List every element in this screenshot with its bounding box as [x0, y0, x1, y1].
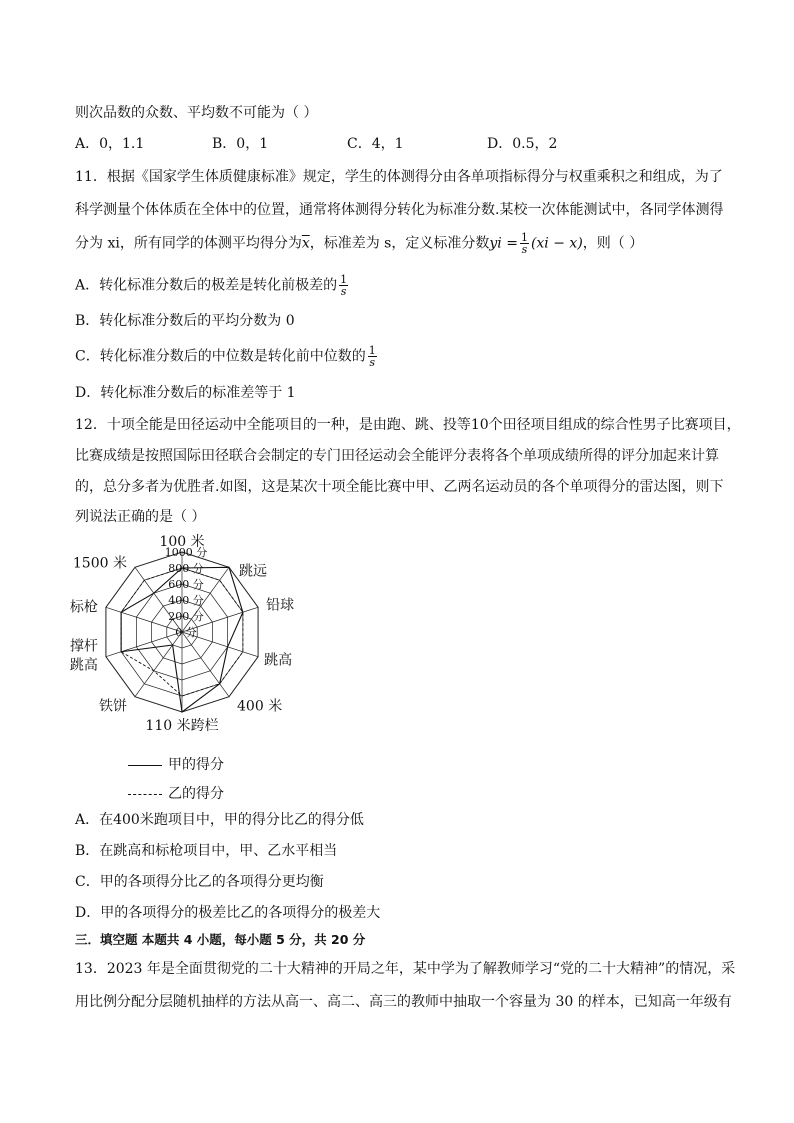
- legend-solid-line: [128, 765, 162, 766]
- category-label: 标枪: [69, 599, 98, 616]
- category-label: 撑杆: [69, 638, 98, 655]
- q12-option-c: C．甲的各项得分比乙的各项得分更均衡: [75, 874, 324, 890]
- category-label: 400 米: [237, 698, 283, 715]
- tick-label: 0 分: [175, 626, 197, 639]
- q12-option-b: B．在跳高和标枪项目中，甲、乙水平相当: [75, 843, 338, 859]
- category-label: 1500 米: [72, 555, 127, 572]
- fraction-denominator: s: [521, 243, 528, 256]
- category-label: 铁饼: [98, 698, 127, 715]
- legend-item-jia: [128, 754, 224, 774]
- q13-line-1: 13．2023 年是全面贯彻党的二十大精神的开局之年，某中学为了解教师学习“党的二十大精神”的情况，采: [75, 961, 736, 977]
- tick-label: 400 分: [168, 594, 204, 607]
- q11-option-c: [75, 345, 379, 368]
- q11-option-a-text: A．转化标准分数后的极差是转化前极差的: [75, 277, 338, 294]
- q10-options: [75, 133, 735, 153]
- category-label: 跳高: [264, 652, 293, 669]
- q11-line-3-c: ，则（ ）: [582, 235, 644, 252]
- legend-dashed-line: [128, 794, 162, 795]
- q11-line-3-b: ，标准差为 s，定义标准分数: [309, 235, 490, 252]
- category-label: 铅球: [266, 597, 295, 614]
- legend-label-yi: 乙的得分: [168, 786, 224, 802]
- tick-label: 600 分: [168, 578, 204, 591]
- xbar-symbol: $\overline{x}$: [301, 235, 310, 252]
- q11-line-3: [75, 232, 643, 255]
- category-label: 跳远: [239, 563, 268, 580]
- q12-option-a: A．在400米跑项目中，甲的得分比乙的得分低: [75, 812, 364, 828]
- tick-label: 200 分: [168, 610, 204, 623]
- q10-option-b: B．0，1: [212, 136, 269, 152]
- category-label: 跳高: [69, 657, 98, 674]
- tick-label: 1000 分: [164, 546, 208, 559]
- q11-option-c-text: C．转化标准分数后的中位数是转化前中位数的: [75, 348, 366, 365]
- q11-line-3-a: 分为 xi，所有同学的体测平均得分为: [75, 235, 302, 252]
- grid-spoke: [182, 632, 229, 697]
- fraction-numerator: 1: [340, 273, 348, 286]
- q11-line-2: 科学测量个体体质在全体中的位置，通常将体测得分转化为标准分数.某校一次体能测试中，各同学体测得: [75, 202, 724, 218]
- tick-label: 800 分: [168, 562, 204, 575]
- option-a-fraction: [339, 274, 348, 297]
- option-c-fraction: [368, 345, 377, 368]
- radar-chart: [60, 532, 320, 754]
- category-label: 100 米: [159, 534, 205, 550]
- q12-option-d: D．甲的各项得分的极差比乙的各项得分的极差大: [75, 905, 381, 921]
- q11-option-a: [75, 274, 350, 297]
- formula-y: yi =: [489, 235, 518, 252]
- q11-option-b: B．转化标准分数后的平均分数为 0: [75, 313, 295, 329]
- q10-option-d: D．0.5，2: [487, 136, 558, 152]
- formula-paren: (xi − x): [530, 235, 583, 252]
- fraction-denominator: s: [340, 285, 347, 298]
- q12-line-2: 比赛成绩是按照国际田径联合会制定的专门田径运动会全能评分表将各个单项成绩所得的评分加起来计算: [75, 448, 719, 464]
- fraction-denominator: s: [369, 356, 376, 369]
- q12-line-4: 列说法正确的是（ ）: [75, 509, 206, 525]
- q12-line-3: 的，总分多者为优胜者.如图，这是某次十项全能比赛中甲、乙两名运动员的各个单项得分的雷达图，则下: [75, 479, 724, 495]
- q11-line-1: 11．根据《国家学生体质健康标准》规定，学生的体测得分由各单项指标得分与权重乘积之和组成，为了: [75, 169, 723, 185]
- q10-option-c: C．4，1: [347, 136, 404, 152]
- q10-option-a: A．0，1.1: [75, 136, 145, 152]
- legend-item-yi: [128, 783, 224, 803]
- fraction-numerator: 1: [368, 344, 376, 357]
- formula-fraction: [520, 232, 529, 255]
- q10-stem: 则次品数的众数、平均数不可能为（ ）: [75, 105, 318, 121]
- q13-line-2: 用比例分配分层随机抽样的方法从高一、高二、高三的教师中抽取一个容量为 30 的样本，已知高一年级有: [75, 994, 732, 1010]
- q11-option-d: D．转化标准分数后的标准差等于 1: [75, 385, 296, 401]
- q12-line-1: 12．十项全能是田径运动中全能项目的一种，是由跑、跳、投等10个田径项目组成的综合性男子比赛项目，: [75, 417, 741, 433]
- fraction-numerator: 1: [520, 231, 528, 244]
- category-label: 110 米跨栏: [145, 718, 219, 734]
- grid-spoke: [106, 632, 182, 657]
- legend-label-jia: 甲的得分: [168, 757, 224, 773]
- section-heading: 三．填空题 本题共 4 小题，每小题 5 分，共 20 分: [75, 932, 366, 947]
